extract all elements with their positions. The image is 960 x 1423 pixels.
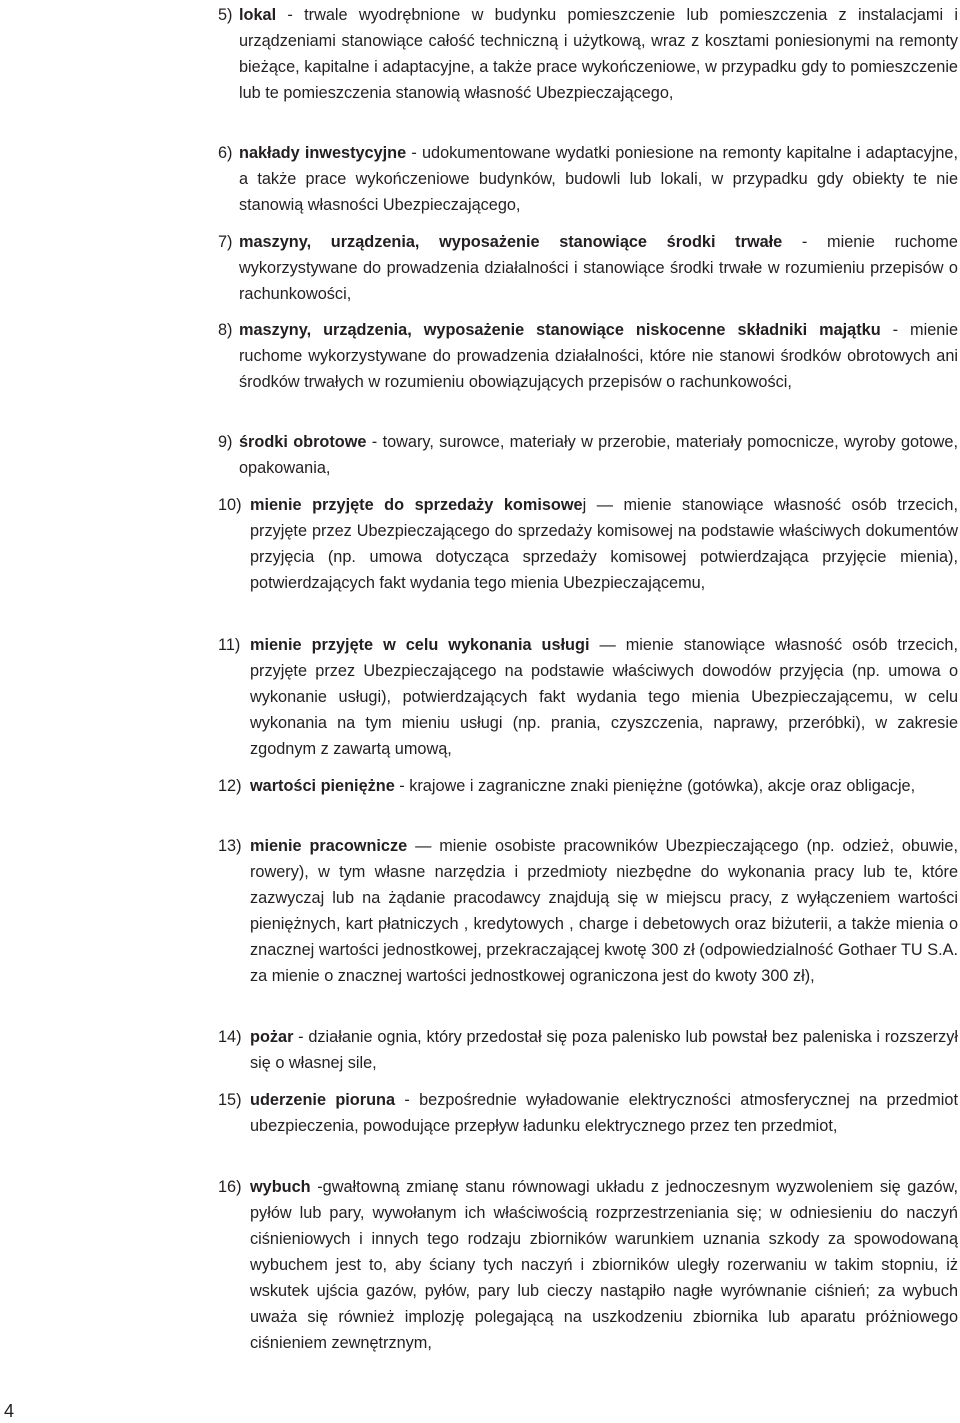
definition-item — [218, 429, 958, 481]
item-number: 13) — [218, 837, 242, 855]
definition-item — [218, 140, 958, 218]
definition-term: nakłady inwestycyjne — [239, 144, 407, 162]
definition-term: maszyny, urządzenia, wyposażenie stanowiące środki trwałe — [239, 233, 783, 251]
definition-item — [218, 317, 958, 395]
item-number: 5) — [218, 6, 233, 24]
definition-text: - udokumentowane wydatki poniesione na remonty kapitalne i adaptacyjne, a także prace wykończeniowe budynków, budowli lub lokali, w przypadku gdy obiekty te nie stanowią własności Ubezpieczającego, — [239, 144, 958, 214]
definition-term: mienie przyjęte w celu wykonania usługi — [250, 636, 590, 654]
definition-text: — mienie stanowiące własność osób trzecich, przyjęte przez Ubezpieczającego na podstawie właściwych dowodów przyjęcia (np. umowa o wykonanie usługi), potwierdzających fakt wydania tego mienia Ubezpieczającemu, w celu wykonania na tym mieniu usługi (np. prania, czyszczenia, naprawy, przeróbki), w zakresie zgodnym z zawartą umową, — [250, 636, 958, 758]
definition-text: - krajowe i zagraniczne znaki pieniężne (gotówka), akcje oraz obligacje, — [394, 777, 916, 795]
item-number: 8) — [218, 321, 233, 339]
definition-item — [218, 1087, 958, 1139]
item-number: 6) — [218, 144, 233, 162]
item-number: 10) — [218, 496, 242, 514]
definition-text: j — mienie stanowiące własność osób trzecich, przyjęte przez Ubezpieczającego do sprzedaży komisowej na podstawie właściwych dokumentów przyjęcia (np. umowa dotycząca sprzedaży komisowej potwierdzająca przyjęcie mienia), potwierdzających fakt wydania tego mienia Ubezpieczającemu, — [250, 496, 958, 592]
definition-item — [218, 833, 958, 989]
item-number: 12) — [218, 777, 242, 795]
definition-text: — mienie osobiste pracowników Ubezpieczającego (np. odzież, obuwie, rowery), w tym własne narzędzia i przedmioty niezbędne do wykonania pracy lub te, które zazwyczaj lub na żądanie pracodawcy znajdują się w miejscu pracy, z wyłączeniem wartości pieniężnych, kart płatniczych , kredytowych , charge i debetowych oraz biżuterii, a także mienia o znacznej wartości jednostkowej, przekraczającej kwotę 300 zł (odpowiedzialność Gothaer TU S.A. za mienie o znacznej wartości jednostkowej ograniczona jest do kwoty 300 zł), — [250, 837, 958, 985]
definition-term: mienie przyjęte do sprzedaży komisowe — [250, 496, 583, 514]
item-number: 14) — [218, 1028, 242, 1046]
item-number: 11) — [218, 636, 241, 654]
definition-item — [218, 632, 958, 762]
definition-item — [218, 1174, 958, 1356]
definition-item — [218, 492, 958, 596]
definition-term: wybuch — [250, 1178, 311, 1196]
definition-text: - mienie ruchome wykorzystywane do prowadzenia działalności, które nie stanowi środków obrotowych ani środków trwałych w rozumieniu obowiązujących przepisów o rachunkowości, — [239, 321, 959, 391]
item-number: 16) — [218, 1178, 242, 1196]
item-number: 15) — [218, 1091, 242, 1109]
definition-text: - trwale wyodrębnione w budynku pomieszczenie lub pomieszczenia z instalacjami i urządzeniami stanowiące całość techniczną i użytkową, wraz z kosztami poniesionymi na remonty bieżące, kapitalne i adaptacyjne, a także prace wykończeniowe, w przypadku gdy to pomieszczenie lub te pomieszczenia stanowią własność Ubezpieczającego, — [239, 6, 958, 102]
definition-text: - towary, surowce, materiały w przerobie, materiały pomocnicze, wyroby gotowe, opakowania, — [239, 433, 958, 477]
definition-text: - bezpośrednie wyładowanie elektryczności atmosferycznej na przedmiot ubezpieczenia, powodujące przepływ ładunku elektrycznego przez ten przedmiot, — [250, 1091, 958, 1135]
page-number: 4 — [4, 1401, 15, 1421]
definition-item — [218, 2, 958, 106]
definition-item — [218, 229, 958, 307]
definition-text: -gwałtowną zmianę stanu równowagi układu z jednoczesnym wyzwoleniem się gazów, pyłów lub pary, wywołanym ich właściwością rozprzestrzeniania się; w odniesieniu do naczyń ciśnieniowych i innych tego rodzaju zbiorników warunkiem uznania szkody za spowodowaną wybuchem jest to, aby ściany tych naczyń i zbiorników uległy rozerwaniu w takim stopniu, iż wskutek ujścia gazów, pyłów, pary lub cieczy nastąpiło nagłe wyrównanie ciśnień; za wybuch uważa się również implozję polegającą na uszkodzeniu zbiornika lub aparatu próżniowego ciśnieniem zewnętrznym, — [250, 1178, 958, 1352]
definition-term: środki obrotowe — [239, 433, 367, 451]
item-number: 9) — [218, 433, 233, 451]
definition-term: uderzenie pioruna — [250, 1091, 396, 1109]
definition-item — [218, 1024, 958, 1076]
definition-text: - mienie ruchome wykorzystywane do prowadzenia działalności i stanowiące środki trwałe w rozumieniu przepisów o rachunkowości, — [239, 233, 958, 303]
item-number: 7) — [218, 233, 233, 251]
definition-text: - działanie ognia, który przedostał się poza palenisko lub powstał bez paleniska i rozszerzył się o własnej sile, — [250, 1028, 958, 1072]
definition-term: wartości pieniężne — [250, 777, 395, 795]
definition-term: lokal — [239, 6, 277, 24]
definition-item — [218, 773, 958, 799]
definition-term: pożar — [250, 1028, 294, 1046]
definition-term: maszyny, urządzenia, wyposażenie stanowiące niskocenne składniki majątku — [239, 321, 881, 339]
definition-term: mienie pracownicze — [250, 837, 408, 855]
